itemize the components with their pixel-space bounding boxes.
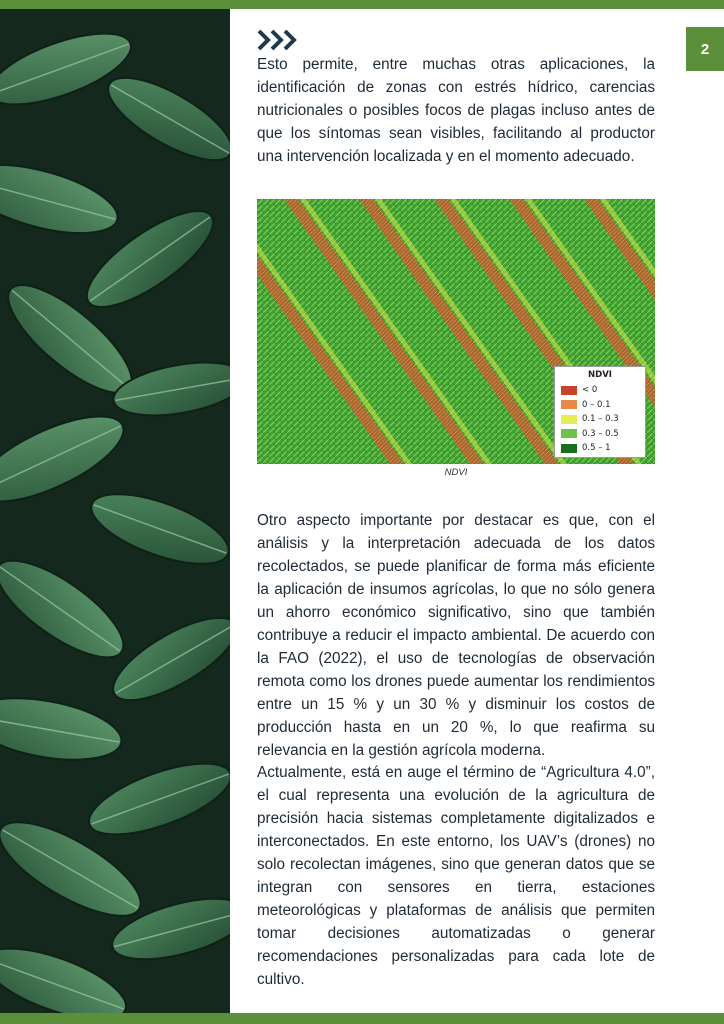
paragraph-intro: Esto permite, entre muchas otras aplicaciones, la identificación de zonas con estrés hídrico, carencias nutricionales o posibles focos de plagas incluso antes de que los síntomas sean visibles, facilitando al productor una intervención localizada y en el momento adecuado.	[257, 56, 655, 165]
page-number-badge: 2	[686, 27, 724, 71]
legend-item	[561, 441, 639, 456]
ndvi-map-image	[257, 199, 655, 464]
legend-item	[561, 427, 639, 442]
leaf-background-photo	[0, 9, 230, 1013]
paragraph-analysis: Otro aspecto importante por destacar es que, con el análisis y la interpretación adecuada de los datos recolectados, se puede planificar de forma más eficiente la aplicación de insumos agrícolas, lo que no sólo genera un ahorro económico significativo, sino que también contribuye a reducir el impacto ambiental. De acuerdo con la FAO (2022), el uso de tecnologías de observación remota como los drones puede aumentar los rendimientos entre un 15 % y un 30 % y disminuir los costos de producción hasta en un 20 %, lo que reafirma su relevancia en la gestión agrícola moderna.	[257, 512, 655, 759]
legend-item	[561, 383, 639, 398]
paragraph-agriculture-40: Actualmente, está en auge el término de “Agricultura 4.0”, el cual representa una evolución de la agricultura de precisión hacia sistemas completamente digitalizados e interconectados. En este entorno, los UAV’s (drones) no solo recolectan imágenes, sino que generan datos que se integran con sensores en tierra, estaciones meteorológicas y plataformas de análisis que permiten tomar decisiones automatizadas o generar recomendaciones personalizadas para cada lote de cultivo.	[257, 764, 655, 988]
legend-item	[561, 412, 639, 427]
legend-swatch	[561, 429, 577, 438]
bottom-accent-bar	[0, 1013, 724, 1024]
legend-swatch	[561, 415, 577, 424]
legend-item	[561, 398, 639, 413]
ndvi-legend	[554, 366, 646, 458]
legend-label: 0 – 0.1	[582, 399, 611, 410]
figure-caption: NDVI	[444, 467, 468, 478]
legend-label: < 0	[582, 385, 598, 396]
legend-label: 0.5 – 1	[582, 443, 611, 454]
legend-swatch	[561, 400, 577, 409]
legend-swatch	[561, 386, 577, 395]
legend-label: 0.3 – 0.5	[582, 428, 619, 439]
legend-swatch	[561, 444, 577, 453]
legend-title: NDVI	[588, 370, 612, 380]
legend-label: 0.1 – 0.3	[582, 414, 619, 425]
chevrons-icon	[257, 29, 299, 51]
top-accent-bar	[0, 0, 724, 9]
